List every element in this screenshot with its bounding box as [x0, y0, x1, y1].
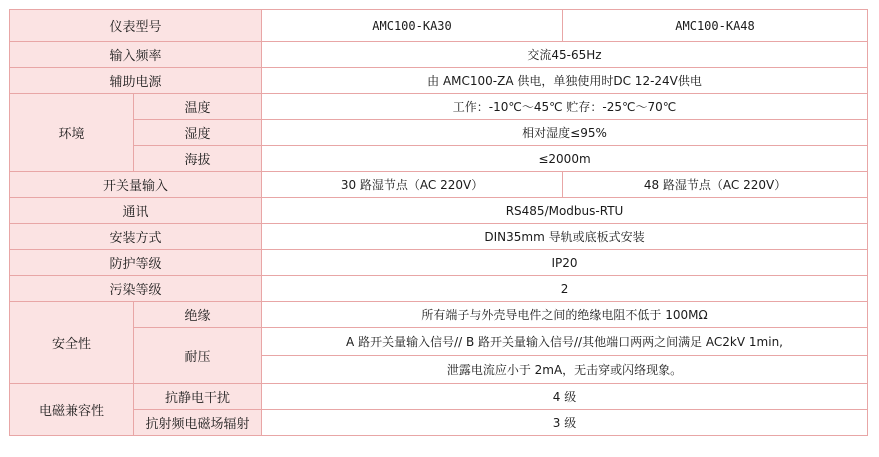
spec-table-container [9, 9, 868, 436]
row-aux-power [10, 68, 868, 94]
value-installation: DIN35mm 导轨或底板式安装 [262, 224, 868, 250]
label-safety: 安全性 [10, 302, 134, 384]
label-switch-input: 开关量输入 [10, 172, 262, 198]
label-input-freq: 输入频率 [10, 42, 262, 68]
row-protection [10, 250, 868, 276]
value-esd: 4 级 [262, 384, 868, 410]
value-input-freq: 交流45-65Hz [262, 42, 868, 68]
value-insulation: 所有端子与外壳导电件之间的绝缘电阻不低于 100MΩ [262, 302, 868, 328]
label-aux-power: 辅助电源 [10, 68, 262, 94]
label-protection: 防护等级 [10, 250, 262, 276]
spec-table [9, 9, 868, 436]
value-communication: RS485/Modbus-RTU [262, 198, 868, 224]
label-pollution: 污染等级 [10, 276, 262, 302]
row-installation [10, 224, 868, 250]
label-temperature: 温度 [134, 94, 262, 120]
value-withstand-line1: A 路开关量输入信号// B 路开关量输入信号//其他端口两两之间满足 AC2kV 1min, [262, 328, 868, 356]
row-switch-input [10, 172, 868, 198]
row-env-humidity [10, 120, 868, 146]
label-altitude: 海拔 [134, 146, 262, 172]
label-environment: 环境 [10, 94, 134, 172]
value-model-ka30: AMC100-KA30 [262, 10, 563, 42]
value-rf: 3 级 [262, 410, 868, 436]
label-communication: 通讯 [10, 198, 262, 224]
value-switch-input-ka48: 48 路湿节点（AC 220V） [563, 172, 868, 198]
row-safety-withstand-1 [10, 328, 868, 356]
label-rf: 抗射频电磁场辐射 [134, 410, 262, 436]
value-aux-power: 由 AMC100-ZA 供电，单独使用时DC 12-24V供电 [262, 68, 868, 94]
value-withstand-line2: 泄露电流应小于 2mA，无击穿或闪络现象。 [262, 356, 868, 384]
value-temperature: 工作：-10℃～45℃ 贮存：-25℃～70℃ [262, 94, 868, 120]
label-insulation: 绝缘 [134, 302, 262, 328]
row-model [10, 10, 868, 42]
label-model: 仪表型号 [10, 10, 262, 42]
label-withstand: 耐压 [134, 328, 262, 384]
row-env-temperature [10, 94, 868, 120]
value-protection: IP20 [262, 250, 868, 276]
label-emc: 电磁兼容性 [10, 384, 134, 436]
row-communication [10, 198, 868, 224]
row-emc-rf [10, 410, 868, 436]
label-installation: 安装方式 [10, 224, 262, 250]
value-switch-input-ka30: 30 路湿节点（AC 220V） [262, 172, 563, 198]
row-emc-esd [10, 384, 868, 410]
value-pollution: 2 [262, 276, 868, 302]
value-altitude: ≤2000m [262, 146, 868, 172]
label-esd: 抗静电干扰 [134, 384, 262, 410]
value-humidity: 相对湿度≤95% [262, 120, 868, 146]
row-env-altitude [10, 146, 868, 172]
row-input-freq [10, 42, 868, 68]
row-pollution [10, 276, 868, 302]
label-humidity: 湿度 [134, 120, 262, 146]
row-safety-insulation [10, 302, 868, 328]
value-model-ka48: AMC100-KA48 [563, 10, 868, 42]
